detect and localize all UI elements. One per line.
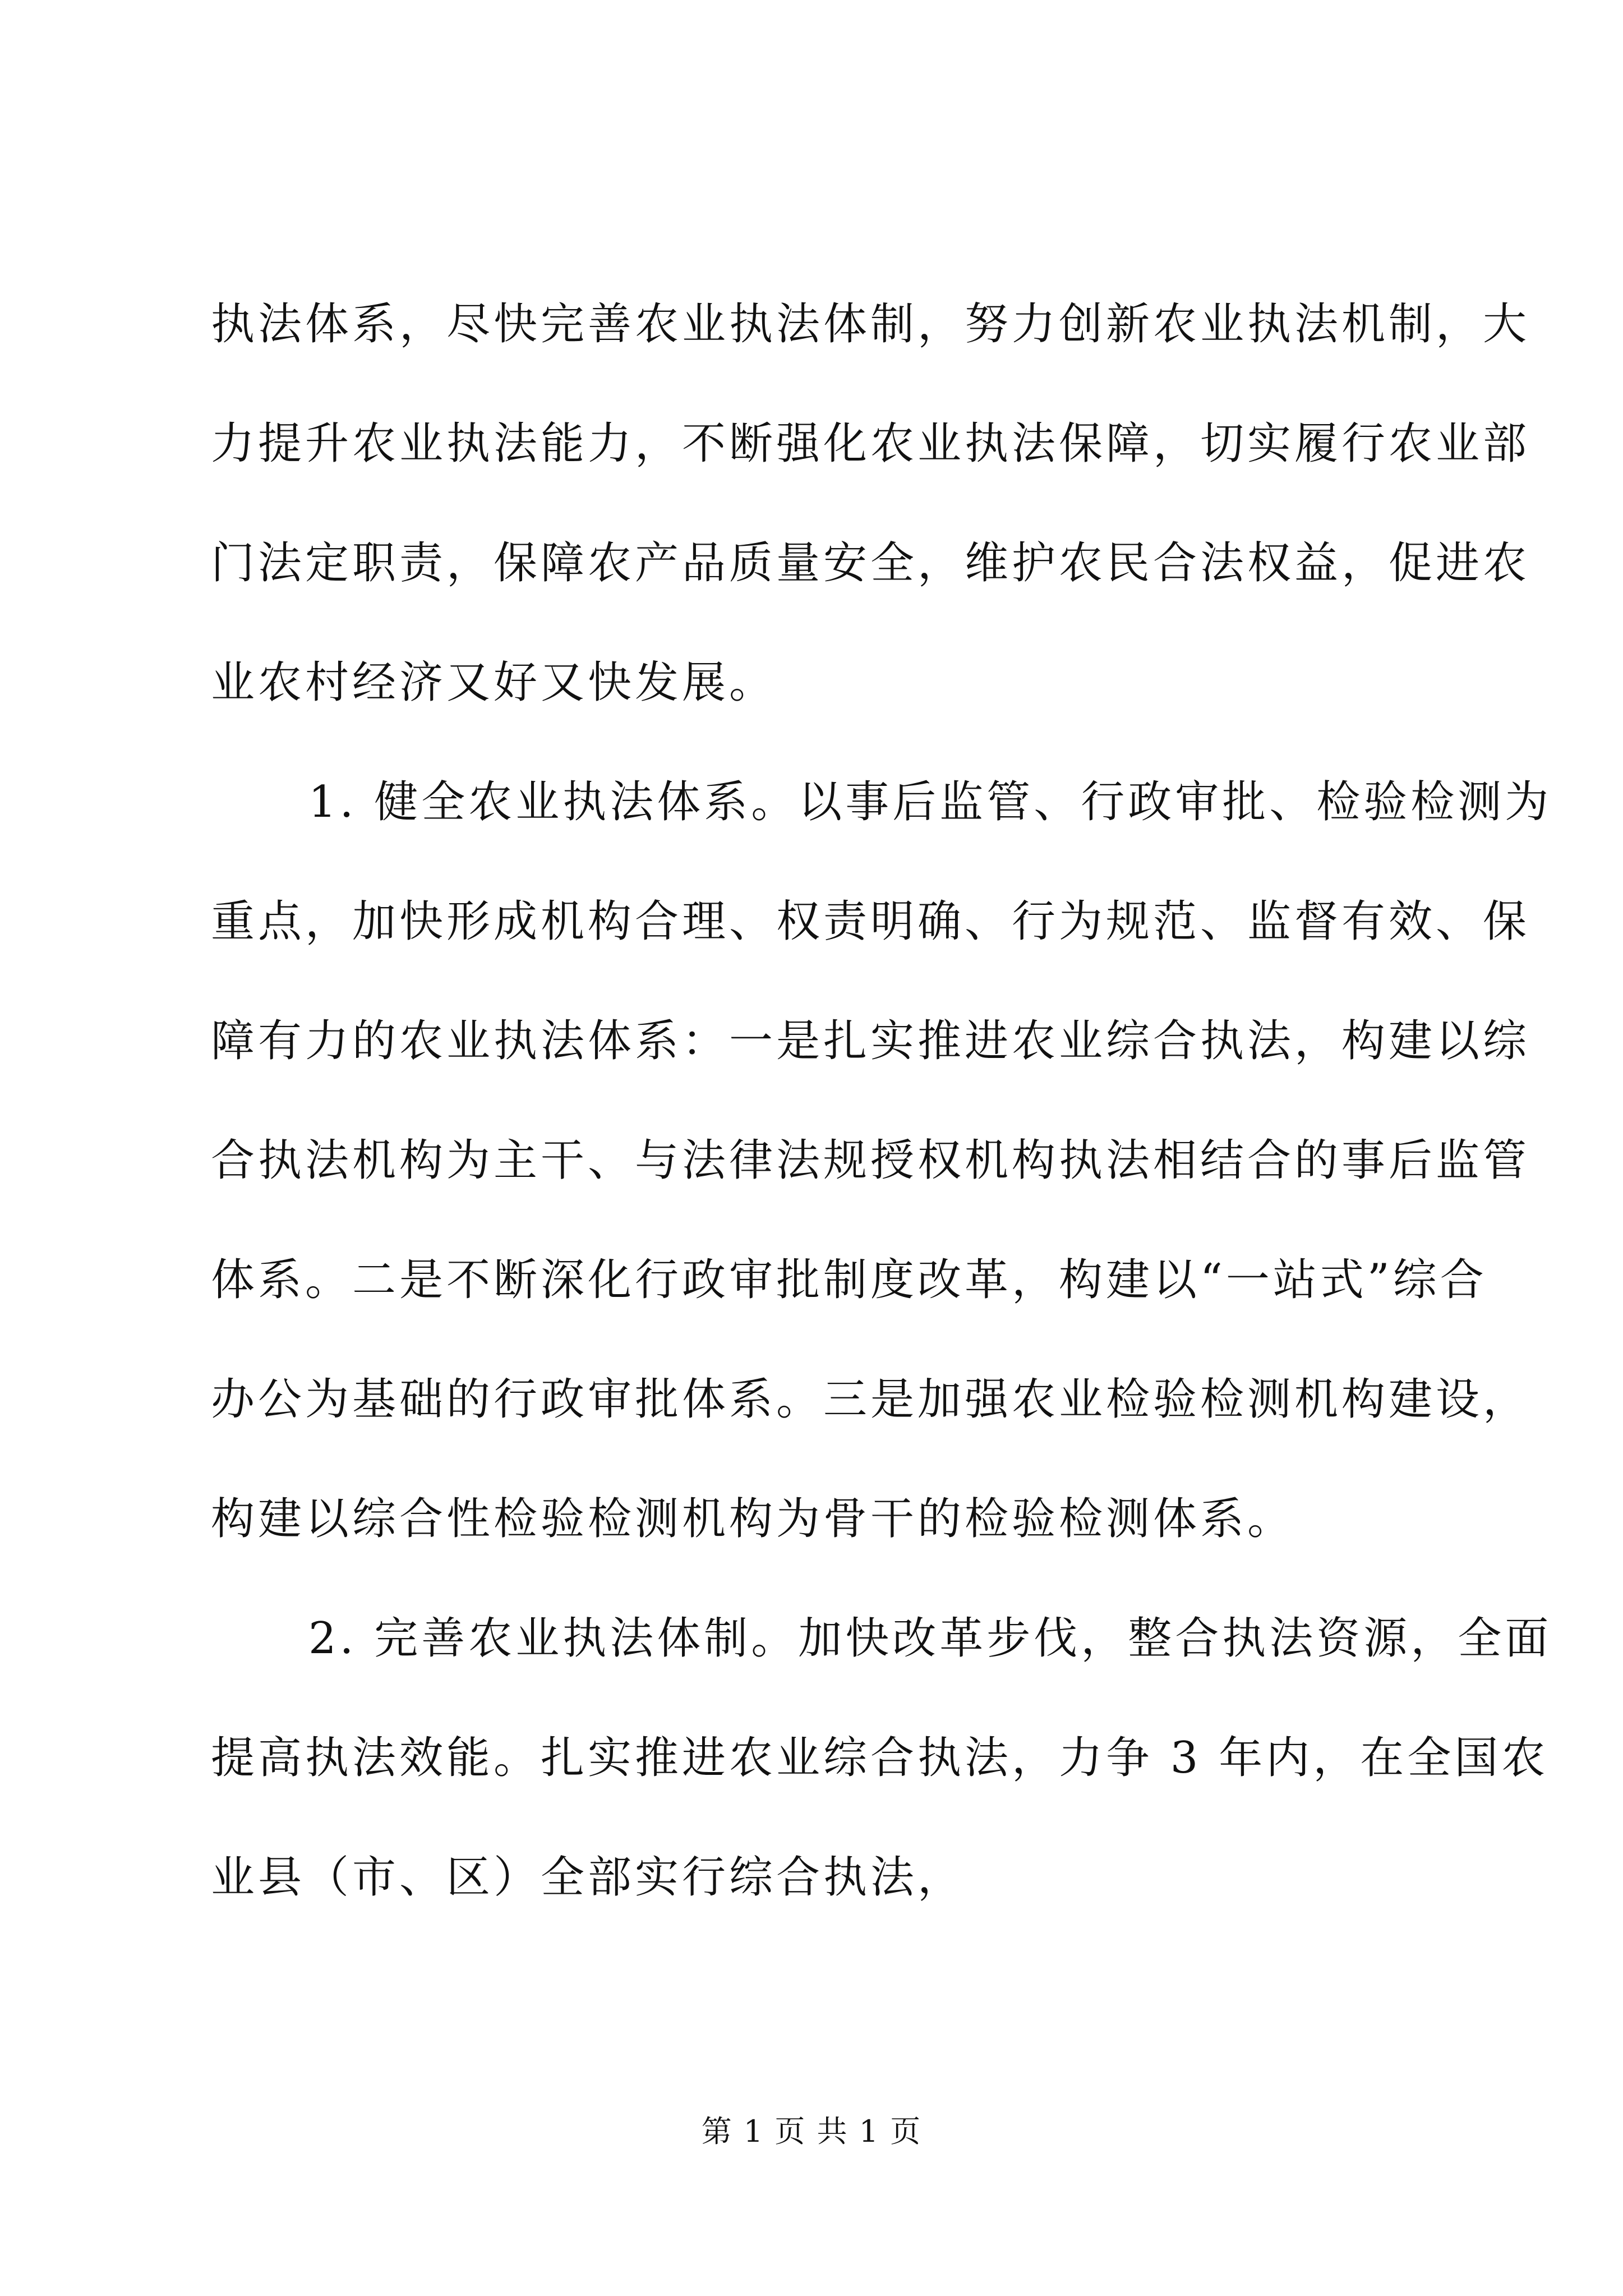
paragraph-line: 构建以综合性检验检测机构为骨干的检验检测体系。 [211, 1494, 1295, 1544]
paragraph-line: 门法定职责，保障农产品质量安全，维护农民合法权益，促进农 [211, 538, 1530, 588]
paragraph-line: 体系。二是不断深化行政审批制度改革，构建以“一站式”综合 [211, 1255, 1487, 1305]
paragraph-line: 障有力的农业执法体系：一是扎实推进农业综合执法，构建以综 [211, 1016, 1530, 1066]
paragraph-line: 合执法机构为主干、与法律法规授权机构执法相结合的事后监管 [211, 1135, 1530, 1186]
paragraph-line: 2. 完善农业执法体制。加快改革步伐，整合执法资源，全面 [308, 1613, 1552, 1664]
paragraph-line: 办公为基础的行政审批体系。三是加强农业检验检测机构建设， [211, 1374, 1530, 1425]
paragraph-line: 执法体系，尽快完善农业执法体制，努力创新农业执法机制，大 [211, 299, 1530, 349]
paragraph-line: 力提升农业执法能力，不断强化农业执法保障，切实履行农业部 [211, 418, 1530, 469]
paragraph-line: 1. 健全农业执法体系。以事后监管、行政审批、检验检测为 [308, 777, 1552, 827]
paragraph-line: 业农村经济又好又快发展。 [211, 657, 777, 708]
page-footer: 第 1 页 共 1 页 [701, 2114, 922, 2149]
paragraph-line: 重点，加快形成机构合理、权责明确、行为规范、监督有效、保 [211, 896, 1530, 947]
document-body [211, 265, 1552, 1938]
paragraph-line: 业县（市、区）全部实行综合执法， [211, 1852, 965, 1903]
paragraph-line: 提高执法效能。扎实推进农业综合执法，力争 3 年内，在全国农 [211, 1733, 1549, 1783]
